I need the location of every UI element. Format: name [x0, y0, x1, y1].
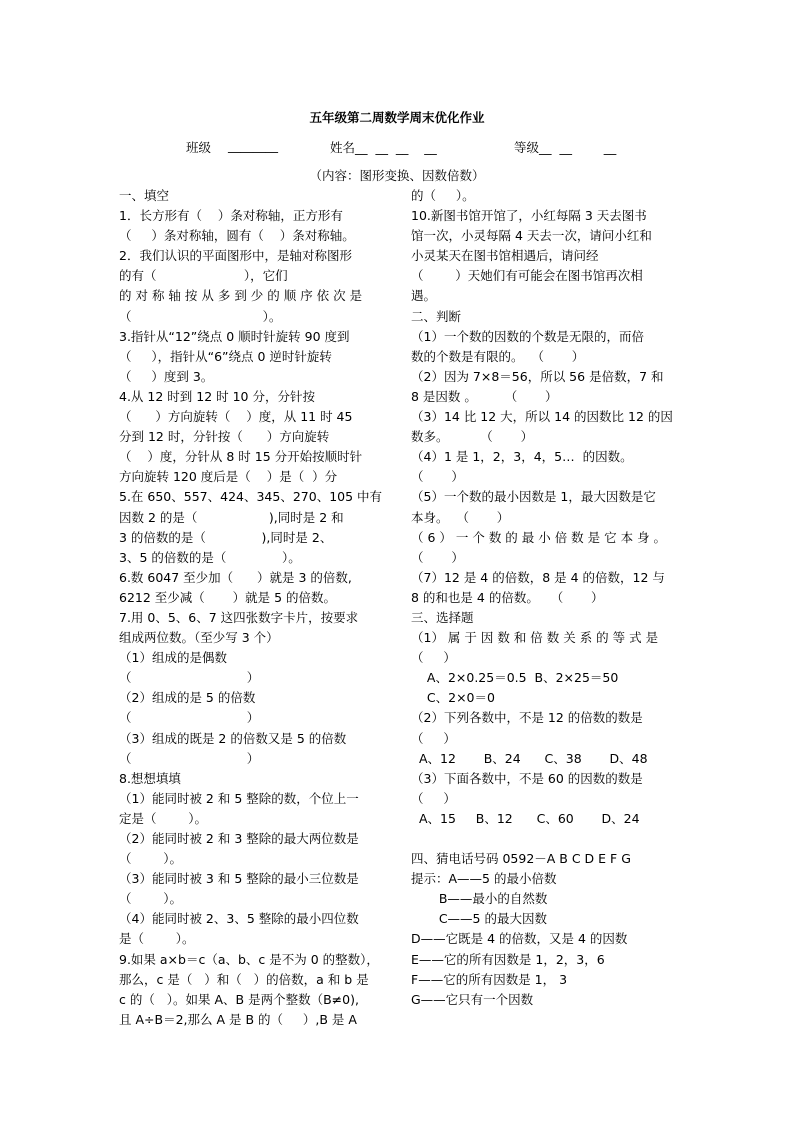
text-line: （2）能同时被 2 和 3 整除的最大两位数是: [119, 831, 359, 846]
text-line: 8.想想填填: [119, 770, 181, 786]
right-column: [411, 186, 681, 1010]
text-line: 遇。: [411, 288, 437, 304]
text-line: （ ）。: [119, 851, 183, 867]
text-line: 4.从 12 时到 12 时 10 分，分针按: [119, 388, 315, 404]
text-line: 那么，c 是（ ）和（ ）的倍数，a 和 b 是: [119, 971, 369, 987]
text-line: 7.用 0、5、6、7 这四张数字卡片，按要求: [119, 609, 359, 625]
text-line: 二、判断: [411, 308, 462, 324]
text-line: （7）12 是 4 的倍数，8 是 4 的倍数，12 与: [411, 569, 665, 585]
text-line: 分到 12 时，分针按（ ）方向旋转: [119, 429, 330, 445]
text-line: （ ）度，分针从 8 时 15 分开始按顺时针: [119, 449, 363, 465]
text-line: （ ）: [411, 730, 456, 746]
text-line: 方向旋转 120 度后是（ ）是（ ）分: [119, 469, 338, 485]
text-line: 本身。 （ ）: [411, 509, 510, 525]
text-line: （1）组成的是偶数: [119, 650, 227, 666]
text-line: 9.如果 a×b＝c（a、b、c 是不为 0 的整数），: [119, 951, 379, 967]
text-line: 1．长方形有（ ）条对称轴，正方形有: [119, 208, 343, 224]
text-line: （ ）度到 3。: [119, 368, 214, 384]
text-line: （ ）: [119, 750, 260, 766]
text-line: 定是（ ）。: [119, 810, 208, 826]
text-line: （3）下面各数中，不是 60 的因数的数是: [411, 770, 643, 786]
text-line: E——它的所有因数是 1，2，3，6: [411, 951, 605, 967]
class-blank: ________: [228, 138, 278, 153]
text-line: （2）因为 7×8＝56，所以 56 是倍数，7 和: [411, 368, 664, 384]
text-line: （ ）。: [119, 308, 282, 324]
grade-label: 等级__ __ __: [514, 140, 617, 155]
text-line: C、2×0＝0: [411, 690, 495, 706]
text-line: （2）下列各数中，不是 12 的倍数的数是: [411, 710, 643, 726]
text-line: （ ）: [411, 790, 456, 806]
text-line: A、12 B、24 C、38 D、48: [411, 750, 648, 766]
text-line: （5）一个数的最小因数是 1，最大因数是它: [411, 489, 656, 505]
text-line: c 的（ ）。如果 A、B 是两个整数（B≠0),: [119, 991, 359, 1007]
text-line: A、2×0.25＝0.5 B、2×25＝50: [411, 670, 619, 686]
text-line: （4）能同时被 2、3、5 整除的最小四位数: [119, 911, 359, 927]
text-line: 8 是因数 。 （ ）: [411, 388, 558, 404]
text-line: （ ）。: [119, 891, 183, 907]
text-line: 6212 至少减（ ）就是 5 的倍数。: [119, 589, 336, 605]
text-line: A、15 B、12 C、60 D、24: [411, 810, 640, 826]
text-line: 小灵某天在图书馆相遇后，请问经: [411, 248, 599, 264]
text-line: 因数 2 的是（ ),同时是 2 和: [119, 509, 344, 525]
text-line: （2）组成的是 5 的倍数: [119, 690, 256, 706]
text-line: （3）14 比 12 大，所以 14 的因数比 12 的因: [411, 409, 673, 425]
text-line: 3.指针从“12”绕点 0 顺时针旋转 90 度到: [119, 328, 350, 344]
text-line: （ ）天她们有可能会在图书馆再次相: [411, 268, 643, 284]
name-label: 姓名__ __ __ __: [330, 140, 437, 155]
text-line: D——它既是 4 的倍数，又是 4 的因数: [411, 931, 628, 947]
text-line: （ ），指针从“6”绕点 0 逆时针旋转: [119, 348, 332, 364]
text-line: 5.在 650、557、424、345、270、105 中有: [119, 489, 383, 505]
text-line: （ ）: [119, 670, 260, 686]
text-line: （1） 属 于 因 数 和 倍 数 关 系 的 等 式 是: [411, 630, 659, 646]
text-line: 10.新图书馆开馆了，小红每隔 3 天去图书: [411, 208, 647, 224]
text-line: 的 对 称 轴 按 从 多 到 少 的 顺 序 依 次 是: [119, 288, 363, 304]
text-line: 的有（ ），它们: [119, 268, 288, 284]
text-line: （ ）: [411, 549, 464, 565]
text-line: （ ）: [119, 710, 260, 726]
text-line: F——它的所有因数是 1， 3: [411, 971, 568, 987]
text-line: 组成两位数。（至少写 3 个）: [119, 630, 279, 646]
text-line: 数的个数是有限的。 （ ）: [411, 348, 585, 364]
text-line: 一、填空: [119, 188, 170, 203]
text-line: 馆一次，小灵每隔 4 天去一次，请问小红和: [411, 228, 652, 244]
text-line: 的（ ）。: [411, 188, 475, 203]
text-line: 8 的和也是 4 的倍数。 （ ）: [411, 589, 604, 605]
text-line: [411, 829, 681, 849]
text-line: （ ）条对称轴，圆有（ ）条对称轴。: [119, 228, 355, 244]
text-line: （3）组成的既是 2 的倍数又是 5 的倍数: [119, 730, 347, 746]
text-line: 数多。 （ ）: [411, 429, 534, 445]
text-line: （4）1 是 1，2，3，4，5… 的因数。: [411, 449, 633, 465]
page-title: 五年级第二周数学周末优化作业: [309, 110, 485, 125]
text-line: （3）能同时被 3 和 5 整除的最小三位数是: [119, 871, 359, 887]
left-column: [119, 186, 394, 1030]
text-line: 且 A÷B＝2,那么 A 是 B 的（ ）,B 是 A: [119, 1011, 357, 1027]
text-line: 2．我们认识的平面图形中，是轴对称图形: [119, 248, 352, 264]
text-line: （1）一个数的因数的个数是无限的，而倍: [411, 328, 644, 344]
text-line: 三、选择题: [411, 609, 474, 625]
text-line: （ ）: [411, 650, 456, 666]
text-line: G——它只有一个因数: [411, 991, 534, 1007]
text-line: 提示：A——5 的最小倍数: [411, 871, 557, 887]
class-label: 班级: [186, 140, 212, 155]
text-line: （ 6 ） 一 个 数 的 最 小 倍 数 是 它 本 身 。: [411, 529, 667, 545]
subtitle: （内容：图形变换、因数倍数）: [309, 168, 485, 183]
text-line: （ ）方向旋转（ ）度，从 11 时 45: [119, 409, 353, 425]
text-line: C——5 的最大因数: [411, 911, 547, 927]
text-line: 6.数 6047 至少加（ ）就是 3 的倍数,: [119, 569, 352, 585]
text-line: 3、5 的倍数的是（ ）。: [119, 549, 301, 565]
text-line: （1）能同时被 2 和 5 整除的数，个位上一: [119, 790, 359, 806]
text-line: （ ）: [411, 469, 464, 485]
text-line: 是（ ）。: [119, 931, 195, 947]
text-line: 四、猜电话号码 0592－A B C D E F G: [411, 851, 631, 867]
text-line: B——最小的自然数: [411, 891, 548, 907]
text-line: 3 的倍数的是（ ),同时是 2、: [119, 529, 333, 545]
